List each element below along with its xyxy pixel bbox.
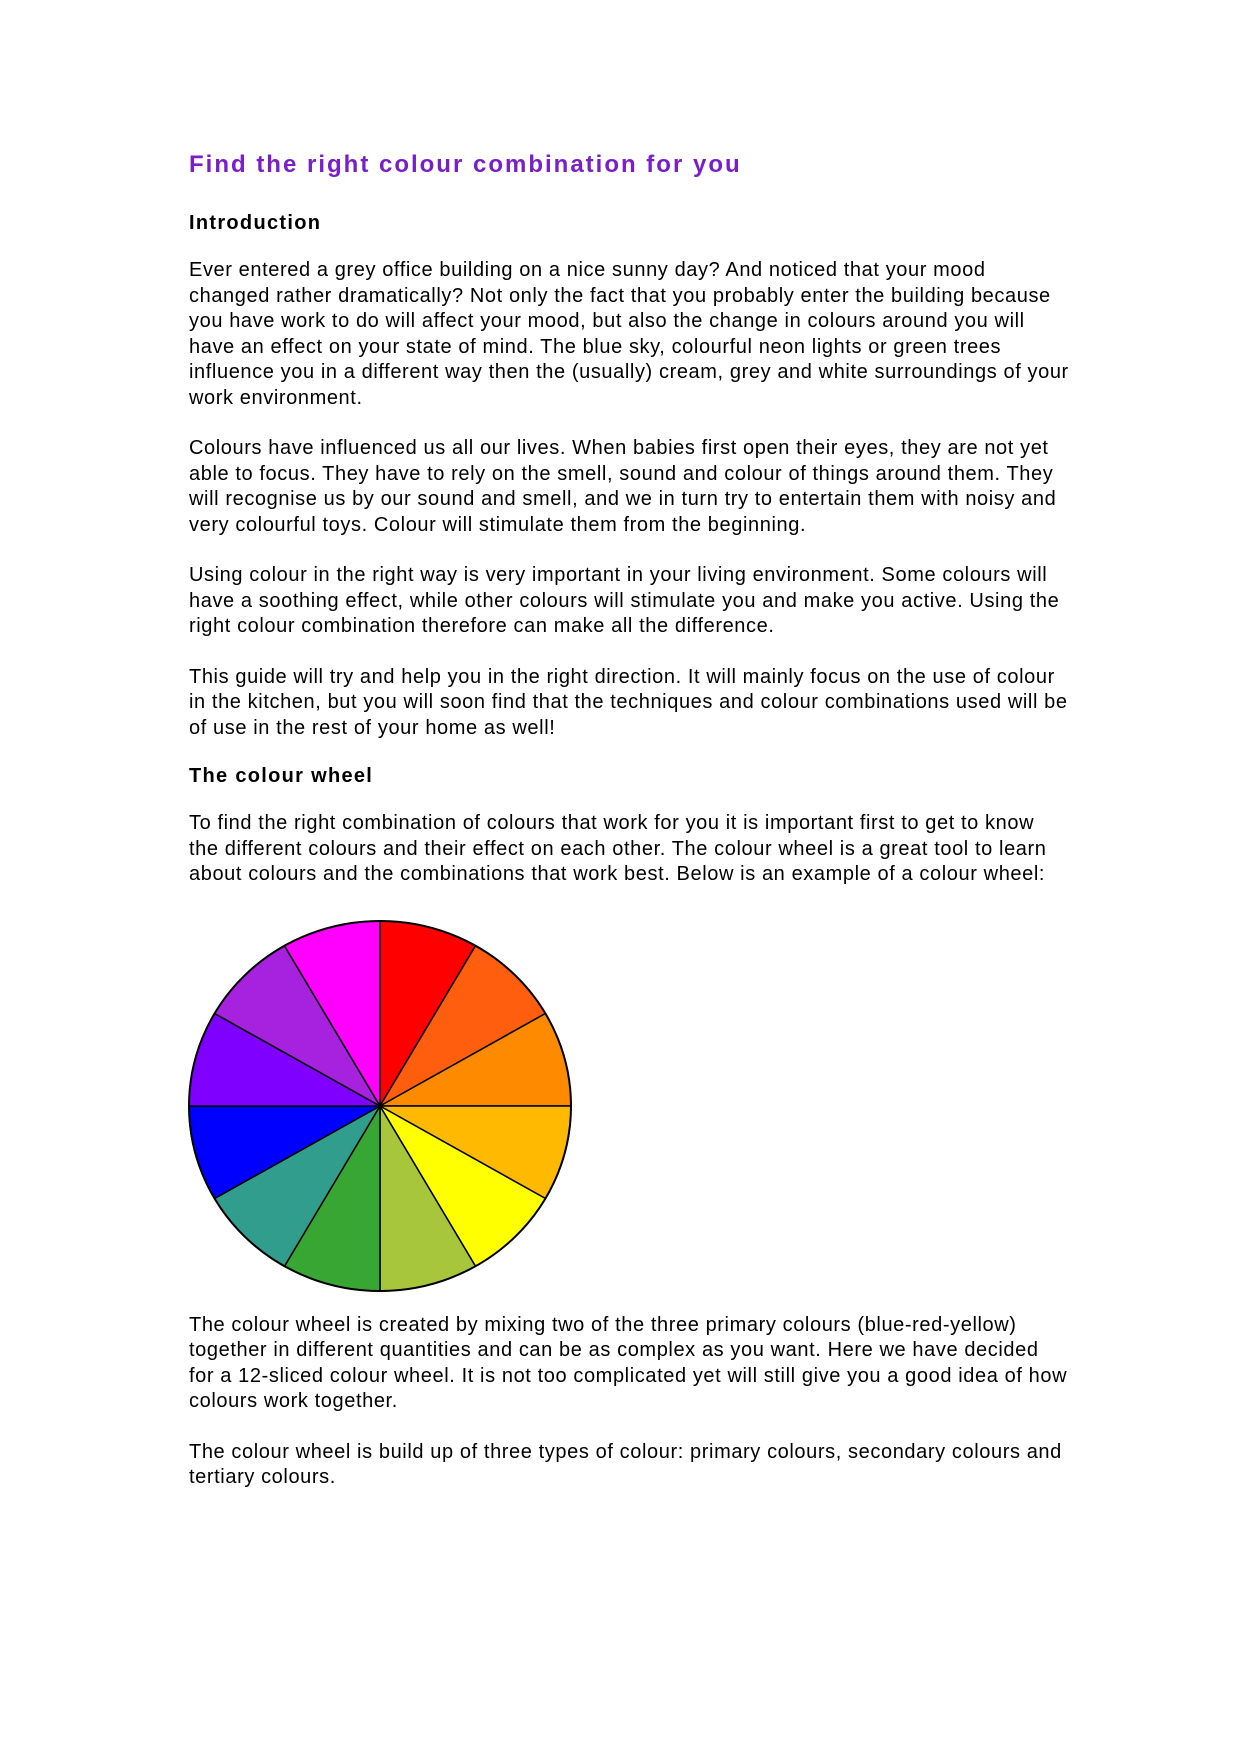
intro-paragraph-3: Using colour in the right way is very important in your living environment. Some colours will have a soothing effect, while other colours will stimulate you and make you active. Using the right colour combination therefore can make all the difference. — [189, 564, 1060, 637]
intro-paragraph-2: Colours have influenced us all our lives. When babies first open their eyes, they are not yet able to focus. They have to rely on the smell, sound and colour of things around them. They will recognise us by our sound and smell, and we in turn try to entertain them with noisy and very colourful toys. Colour will stimulate them from the beginning. — [189, 437, 1057, 536]
section-heading-introduction: Introduction — [189, 212, 322, 234]
intro-paragraph-1: Ever entered a grey office building on a nice sunny day? And noticed that your mood changed rather dramatically? Not only the fact that you probably enter the building because you have work to do will affect your mood, but also the change in colours around you will have an effect on your state of mind. The blue sky, colourful neon lights or green trees influence you in a different way then the (usually) cream, grey and white surroundings of your work environment. — [189, 259, 1069, 409]
intro-paragraph-4: This guide will try and help you in the right direction. It will mainly focus on the use of colour in the kitchen, but you will soon find that the techniques and colour combinations used will be of use in the rest of your home as well! — [189, 665, 1068, 739]
section-heading-colour-wheel: The colour wheel — [189, 765, 374, 787]
colour-wheel-paragraph-2: The colour wheel is build up of three types of colour: primary colours, secondary colours and tertiary colours. — [189, 1440, 1062, 1488]
document-title: Find the right colour combination for you — [189, 151, 742, 178]
colour-wheel-paragraph-1: The colour wheel is created by mixing two of the three primary colours (blue-red-yellow) together in different quantities and can be as complex as you want. Here we have decided for a 12-sliced colour wheel. It is not too complicated yet will still give you a good idea of how colours work together. — [189, 1313, 1068, 1412]
colour-wheel-image — [185, 918, 575, 1293]
colour-wheel-figure — [185, 918, 575, 1293]
colour-wheel-intro-paragraph: To find the right combination of colours that work for you it is important first to get to know the different colours and their effect on each other. The colour wheel is a great tool to learn about colours and the combinations that work best. Below is an example of a colour wheel: — [189, 812, 1047, 885]
document-page — [189, 150, 1069, 1516]
